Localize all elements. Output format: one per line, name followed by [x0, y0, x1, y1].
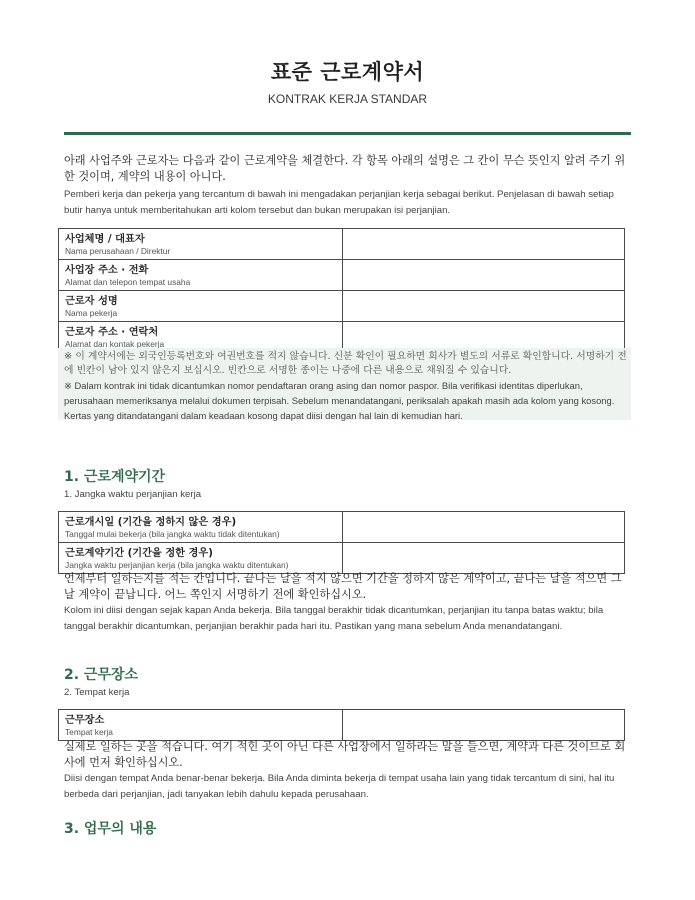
worker-name-field[interactable] [343, 291, 625, 322]
table-row [59, 710, 625, 741]
intro-korean: 아래 사업주와 근로자는 다음과 같이 근로계약을 체결한다. 각 항목 아래의 설명은 그 칸이 무슨 뜻인지 알려 주기 위한 것이며, 계약의 내용이 아니다. [64, 154, 626, 183]
section-1-heading: 1. 근로계약기간 [64, 469, 166, 485]
row-label [59, 512, 343, 543]
label-indonesian: Alamat dan kontak pekerja [65, 338, 165, 349]
row-label [59, 260, 343, 291]
intro-indonesian: Pemberi kerja dan pekerja yang tercantum di bawah ini mengadakan perjanjian kerja sebagai berikut. Penjelasan di bawah setiap butir hanya untuk memberitahukan arti kolom tersebut dan bukan merupakan isi perjanjian. [64, 189, 614, 216]
label-korean: 근로자 주소 · 연락처 [65, 326, 159, 338]
contract-period-table [58, 511, 625, 574]
label-indonesian: Tanggal mulai bekerja (bila jangka waktu tidak ditentukan) [65, 528, 280, 539]
section-2-heading: 2. 근무장소 [64, 667, 139, 683]
workplace-field[interactable] [343, 710, 625, 741]
table-row [59, 512, 625, 543]
notice-box [58, 348, 631, 420]
section-2-explanation-korean: 실제로 일하는 곳을 적습니다. 여기 적힌 곳이 아닌 다른 사업장에서 일하라는 말을 들으면, 계약과 다른 것이므로 회사에 먼저 확인하십시오. [64, 740, 626, 769]
workplace-address-field[interactable] [343, 260, 625, 291]
label-korean: 근로개시일 (기간을 정하지 않은 경우) [65, 516, 237, 528]
notice-korean: ※ 이 계약서에는 외국인등록번호와 여권번호를 적지 않습니다. 신분 확인이 필요하면 회사가 별도의 서류로 확인합니다. 서명하기 전에 빈칸이 남아 있지 않은지 보십시오. 빈칸으로 서명한 종이는 나중에 다른 내용으로 채워질 수 있습니다. [64, 351, 627, 376]
label-indonesian: Jangka waktu perjanjian kerja (bila jangka waktu ditentukan) [65, 559, 289, 570]
label-indonesian: Nama pekerja [65, 307, 118, 318]
section-1-explanation-korean: 언제부터 일하는지를 적는 칸입니다. 끝나는 날을 적지 않으면 기간을 정하지 않은 계약이고, 끝나는 날을 적으면 그날 계약이 끝납니다. 어느 쪽인지 서명하기 전에 확인하십시오. [64, 572, 622, 601]
row-label [59, 291, 343, 322]
section-1-subheading: 1. Jangka waktu perjanjian kerja [64, 489, 202, 500]
document-subtitle: KONTRAK KERJA STANDAR [267, 92, 428, 106]
document-title: 표준 근로계약서 [270, 60, 425, 84]
label-korean: 근로계약기간 (기간을 정한 경우) [65, 547, 213, 559]
label-indonesian: Tempat kerja [65, 726, 113, 737]
contract-period-field[interactable] [343, 543, 625, 574]
table-row [59, 229, 625, 260]
label-indonesian: Nama perusahaan / Direktur [65, 245, 171, 256]
label-korean: 사업체명 / 대표자 [65, 233, 145, 245]
section-2-explanation-indonesian: Diisi dengan tempat Anda benar-benar bekerja. Bila Anda diminta bekerja di tempat usaha lain yang tidak tercantum di sini, hal itu berbeda dari perjanjian, jadi tanyakan lebih dahulu kepada perusahaan. [64, 773, 615, 800]
table-row [59, 291, 625, 322]
row-label [59, 710, 343, 741]
table-row [59, 260, 625, 291]
label-indonesian: Alamat dan telepon tempat usaha [65, 276, 191, 287]
start-date-field[interactable] [343, 512, 625, 543]
section-2-subheading: 2. Tempat kerja [64, 687, 130, 698]
title-divider [64, 132, 631, 135]
label-korean: 사업장 주소 · 전화 [65, 264, 149, 276]
row-label [59, 229, 343, 260]
table-row [59, 543, 625, 574]
parties-table [58, 228, 625, 353]
section-3-heading: 3. 업무의 내용 [64, 821, 157, 837]
label-korean: 근로자 성명 [65, 295, 118, 307]
row-label [59, 543, 343, 574]
label-korean: 근무장소 [65, 714, 105, 726]
workplace-table [58, 709, 625, 741]
section-1-explanation-indonesian: Kolom ini diisi dengan sejak kapan Anda bekerja. Bila tanggal berakhir tidak dicantumkan, perjanjian itu tanpa batas waktu; bila tanggal berakhir dicantumkan, perjanjian berakhir pada hari itu. Pastikan yang mana sebelum Anda menandatangani. [64, 605, 604, 632]
company-name-field[interactable] [343, 229, 625, 260]
notice-indonesian: ※ Dalam kontrak ini tidak dicantumkan nomor pendaftaran orang asing dan nomor paspor. Bila verifikasi identitas diperlukan, perusahaan memeriksanya melalui dokumen terpisah. Sebelum menandatangani, periksalah apakah masih ada kolom yang kosong. Kertas yang ditandatangani dalam keadaan kosong dapat diisi dengan hal lain di kemudian hari. [64, 380, 615, 421]
